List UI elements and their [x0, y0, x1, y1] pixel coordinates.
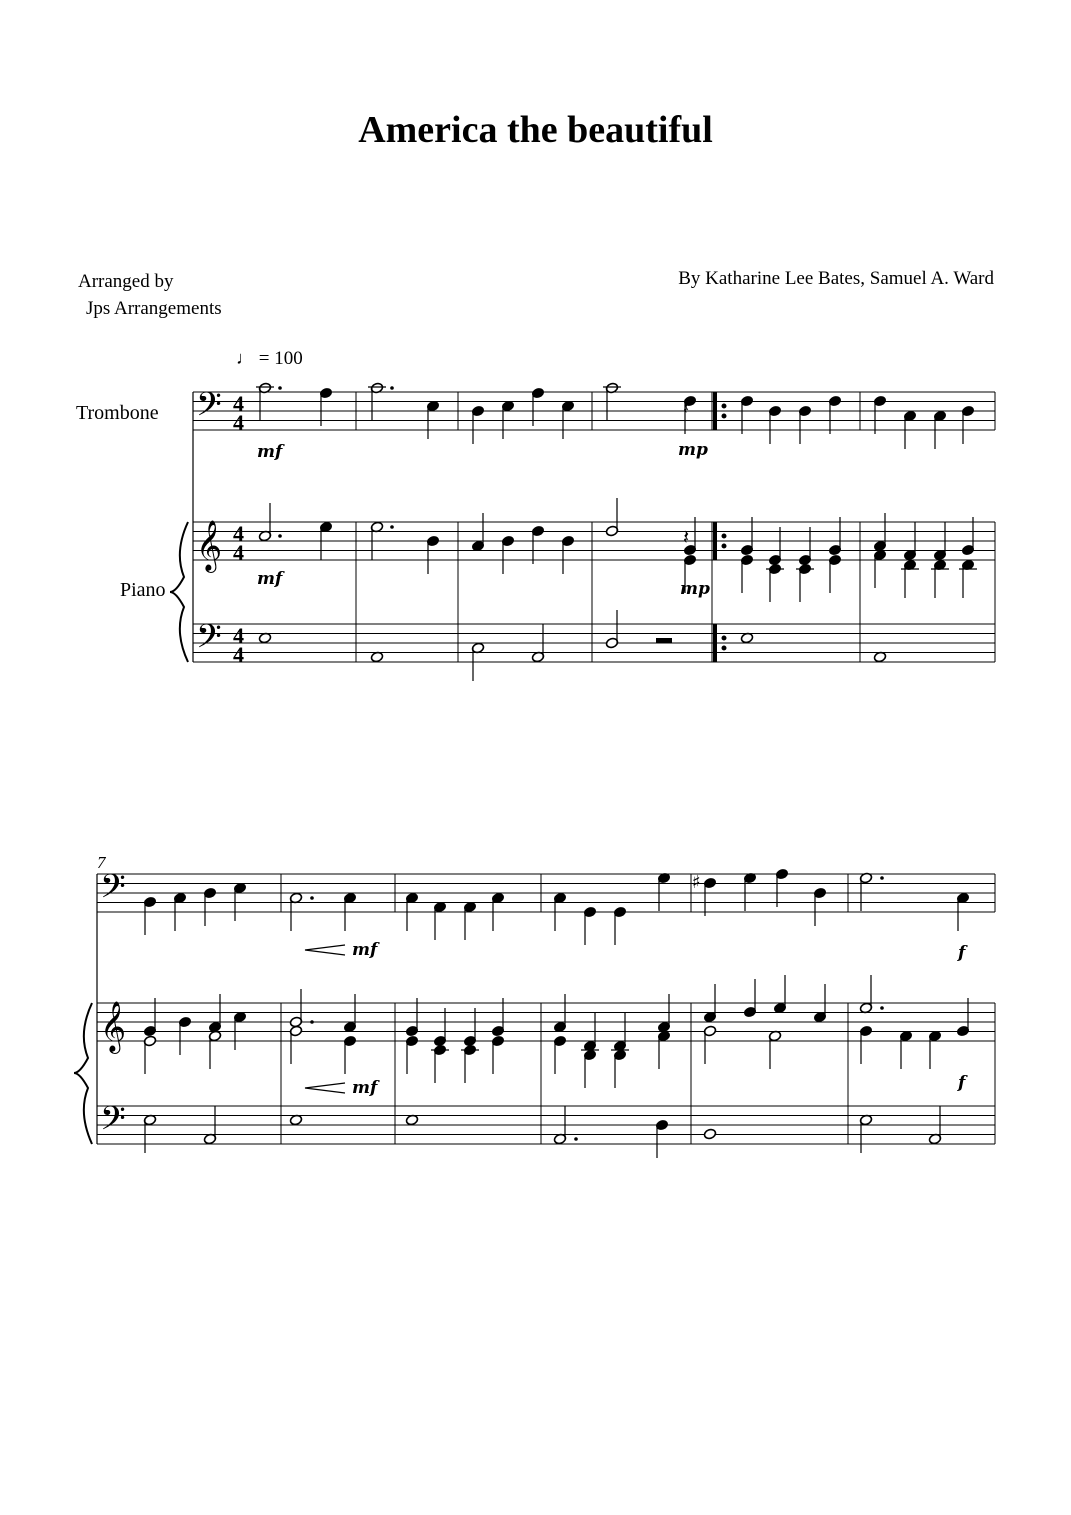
augmentation-dot	[390, 386, 394, 390]
augmentation-dot	[390, 525, 394, 529]
repeat-dot	[722, 414, 726, 418]
augmentation-dot	[574, 1137, 578, 1141]
crescendo-hairpin	[305, 945, 345, 955]
dynamics	[257, 440, 968, 1098]
tempo-marking: ♩ = 100	[236, 348, 303, 369]
trombone-label: Trombone	[76, 402, 159, 424]
time-signature-top: 4	[233, 623, 244, 648]
time-signature-bottom: 4	[233, 642, 244, 667]
score-title: America the beautiful	[358, 109, 713, 151]
notes	[143, 382, 977, 1158]
bass-clef: 𝄢	[100, 868, 126, 914]
augmentation-dot	[310, 896, 314, 900]
time-signature-top: 4	[233, 391, 244, 416]
augmentation-dot	[880, 876, 884, 880]
dynamic-mf: mf	[257, 442, 283, 462]
piano-brace	[74, 1003, 92, 1144]
crescendo-hairpin	[305, 1083, 345, 1093]
composer-credit: By Katharine Lee Bates, Samuel A. Ward	[678, 268, 994, 289]
piano-brace	[170, 522, 188, 662]
piano-label: Piano	[120, 579, 166, 601]
half-rest	[656, 638, 672, 643]
bass-clef: 𝄢	[196, 386, 222, 432]
bass-clef: 𝄢	[100, 1100, 126, 1146]
measure-number: 7	[97, 853, 106, 872]
quarter-rest: 𝄽	[683, 395, 690, 419]
repeat-dot	[722, 534, 726, 538]
notehead	[703, 1128, 716, 1140]
repeat-dot	[722, 404, 726, 408]
dynamic-f: f	[958, 1073, 966, 1093]
augmentation-dot	[880, 1006, 884, 1010]
repeat-dot	[722, 544, 726, 548]
dynamic-f: f	[958, 943, 966, 963]
repeat-dot	[722, 646, 726, 650]
time-signature-bottom: 4	[233, 410, 244, 435]
treble-clef: 𝄞	[100, 1001, 127, 1052]
quarter-rest: 𝄽	[683, 525, 690, 549]
dynamic-mp: mp	[680, 579, 710, 599]
augmentation-dot	[278, 386, 282, 390]
time-signature-top: 4	[233, 521, 244, 546]
tempo-value: = 100	[258, 348, 303, 369]
dynamic-mf: mf	[352, 1078, 378, 1098]
bass-clef: 𝄢	[196, 618, 222, 664]
time-signature-bottom: 4	[233, 540, 244, 565]
repeat-dot	[722, 636, 726, 640]
dynamic-mf: mf	[352, 940, 378, 960]
augmentation-dot	[310, 1020, 314, 1024]
dynamic-mf: mf	[257, 569, 283, 589]
sharp-accidental: ♯	[692, 872, 701, 893]
dynamic-mp: mp	[678, 440, 708, 460]
treble-clef: 𝄞	[196, 520, 223, 571]
augmentation-dot	[278, 534, 282, 538]
arranger-line-2: Jps Arrangements	[86, 298, 222, 319]
arranger-line-1: Arranged by	[78, 271, 174, 292]
